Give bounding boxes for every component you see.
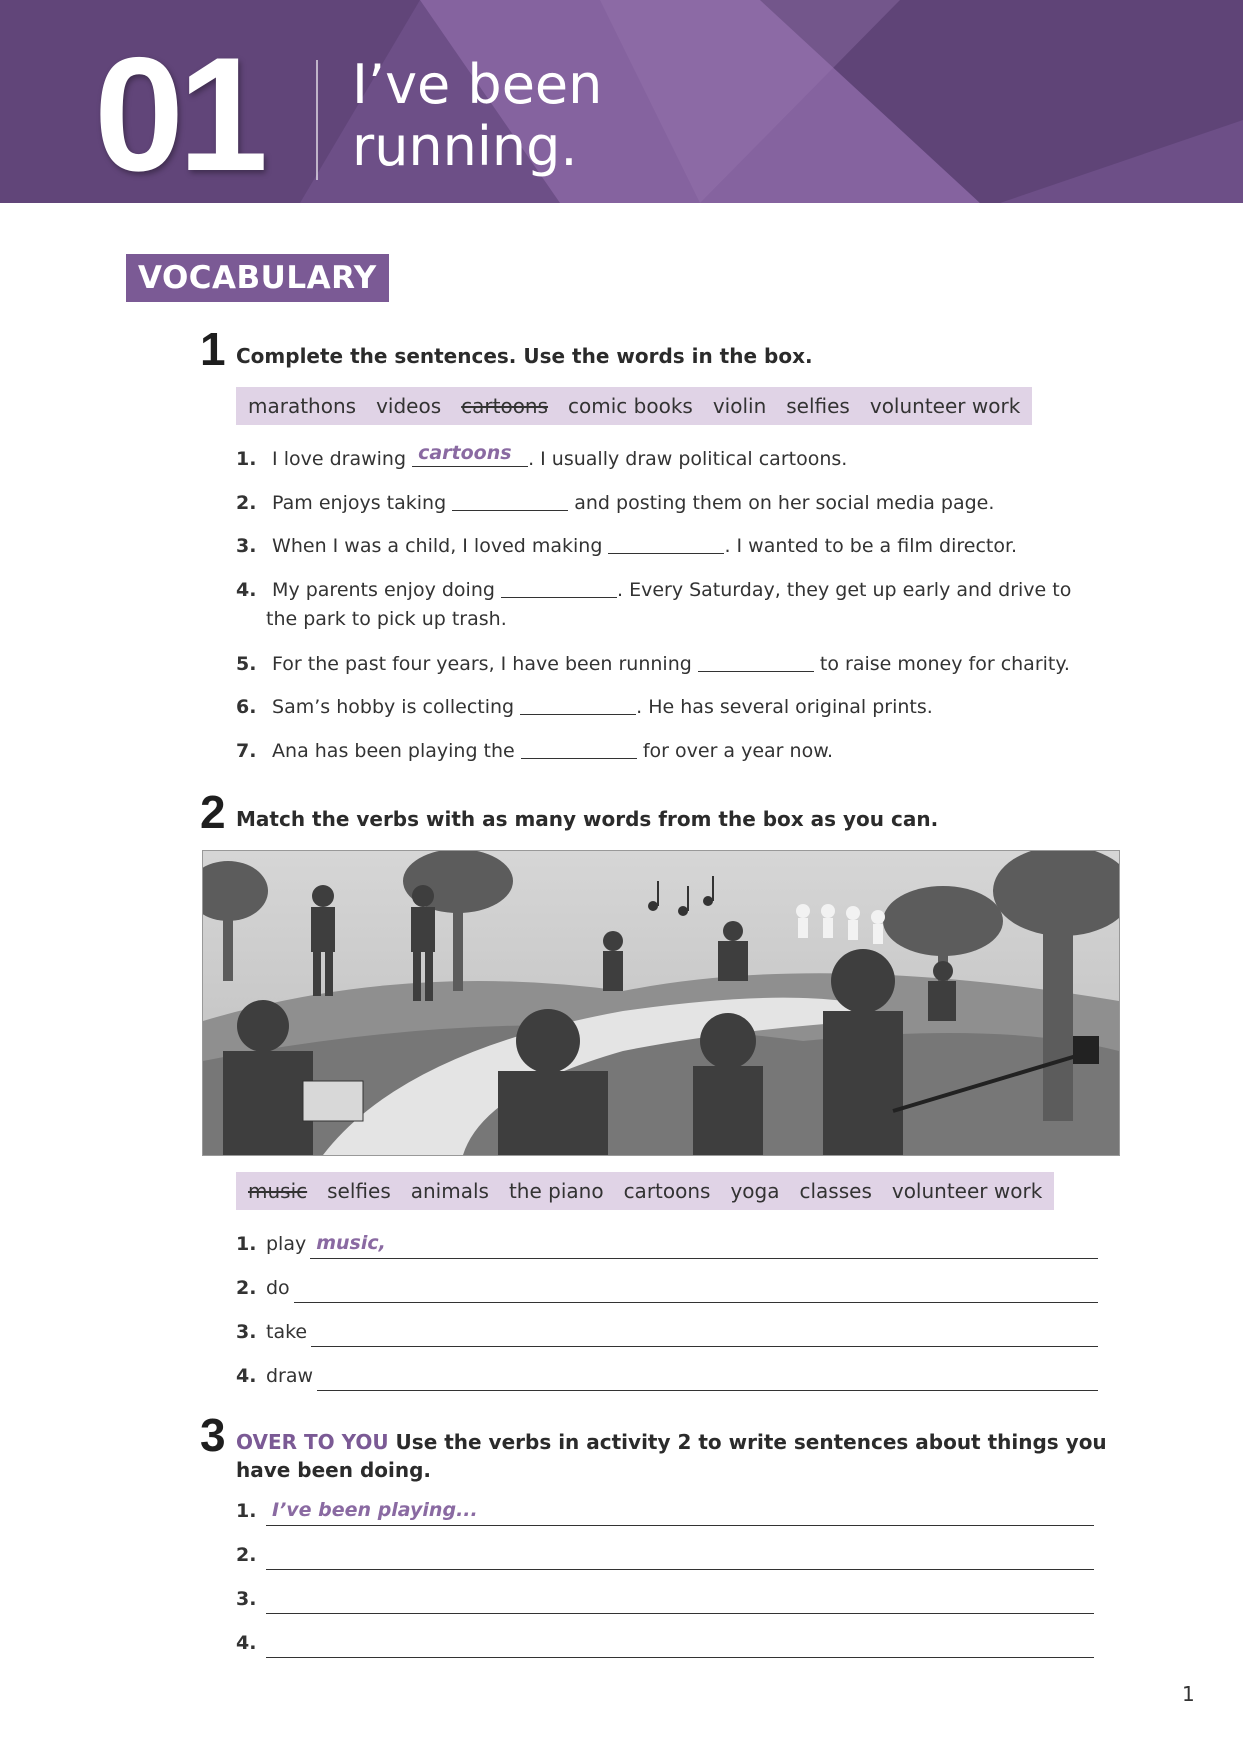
- answer-blank[interactable]: [521, 738, 637, 759]
- item-text-after: . I wanted to be a film director.: [724, 535, 1018, 557]
- activity-2-instruction: Match the verbs with as many words from the box as you can.: [236, 807, 939, 831]
- verb-label: draw: [266, 1365, 314, 1387]
- answer-line[interactable]: [317, 1366, 1098, 1391]
- exercise-item: [236, 444, 847, 474]
- word-box-item: animals: [410, 1179, 489, 1203]
- verb-label: do: [266, 1277, 290, 1299]
- item-text-before: My parents enjoy doing: [272, 579, 495, 601]
- item-text-after: . He has several original prints.: [636, 696, 933, 718]
- item-number: 2.: [236, 1277, 257, 1299]
- item-number: 3.: [236, 1588, 257, 1610]
- unit-title-line-1: I’ve been: [352, 53, 603, 116]
- item-text-before: For the past four years, I have been running: [272, 653, 692, 675]
- word-box-item: videos: [376, 394, 442, 418]
- item-number: 4.: [236, 1365, 257, 1387]
- item-number: 1.: [236, 1233, 257, 1255]
- word-box-item: yoga: [730, 1179, 780, 1203]
- answer-line[interactable]: [266, 1545, 1094, 1570]
- word-box-item: marathons: [248, 394, 357, 418]
- sentence-item: [236, 1540, 1094, 1570]
- word-box-item: the piano: [508, 1179, 604, 1203]
- handwritten-answer: music,: [316, 1232, 386, 1254]
- sentence-item: [236, 1496, 1094, 1526]
- word-box-item: violin: [712, 394, 767, 418]
- item-text-before: Pam enjoys taking: [272, 492, 447, 514]
- page-number: 1: [1182, 1682, 1195, 1706]
- word-box-item: comic books: [568, 394, 693, 418]
- verb-item: [236, 1273, 1098, 1303]
- item-number: 4.: [236, 1632, 257, 1654]
- sentence-item: [236, 1628, 1094, 1658]
- item-number: 3.: [236, 535, 257, 557]
- word-box-item: classes: [799, 1179, 872, 1203]
- item-text-after: and posting them on her social media page.: [574, 492, 995, 514]
- item-text-before: Ana has been playing the: [272, 740, 515, 762]
- item-text-after: . I usually draw political cartoons.: [528, 448, 848, 470]
- answer-line[interactable]: [310, 1234, 1098, 1259]
- item-text-after: to raise money for charity.: [819, 653, 1070, 675]
- item-number: 5.: [236, 653, 257, 675]
- word-box-item-struck: cartoons: [461, 394, 549, 418]
- activity-3-instruction: [236, 1428, 1107, 1484]
- sentence-item: [236, 1584, 1094, 1614]
- activity-2-word-box: [236, 1172, 1054, 1210]
- activity-3-instruction-line-1: Use the verbs in activity 2 to write sentences about things you: [388, 1430, 1107, 1454]
- verb-label: play: [266, 1233, 307, 1255]
- answer-blank[interactable]: [698, 651, 814, 672]
- exercise-item: [236, 488, 994, 518]
- word-box-item: volunteer work: [891, 1179, 1043, 1203]
- item-text-after: . Every Saturday, they get up early and drive to: [616, 579, 1072, 601]
- exercise-item: [236, 575, 1071, 605]
- answer-line[interactable]: [311, 1322, 1098, 1347]
- activity-1-number: 1: [200, 323, 226, 375]
- park-illustration: [202, 850, 1120, 1156]
- answer-blank[interactable]: [452, 490, 568, 511]
- item-number: 6.: [236, 696, 257, 718]
- item-number: 2.: [236, 1544, 257, 1566]
- verb-item: [236, 1317, 1098, 1347]
- activity-1-word-box: [236, 387, 1032, 425]
- word-box-item: cartoons: [623, 1179, 711, 1203]
- exercise-item: [236, 649, 1070, 679]
- unit-number: 01: [94, 24, 263, 203]
- item-text-before: I love drawing: [272, 448, 407, 470]
- item-number: 7.: [236, 740, 257, 762]
- verb-item: [236, 1361, 1098, 1391]
- item-number: 3.: [236, 1321, 257, 1343]
- activity-1-instruction: Complete the sentences. Use the words in the box.: [236, 344, 813, 368]
- item-text-before: Sam’s hobby is collecting: [272, 696, 515, 718]
- item-number: 1.: [236, 448, 257, 470]
- answer-line[interactable]: [294, 1278, 1098, 1303]
- section-label: VOCABULARY: [126, 254, 389, 302]
- header-divider: [316, 60, 318, 180]
- answer-line[interactable]: [266, 1589, 1094, 1614]
- answer-blank[interactable]: [412, 442, 528, 467]
- item-number: 1.: [236, 1500, 257, 1522]
- unit-title-line-2: running.: [352, 115, 578, 178]
- item-text-after: for over a year now.: [642, 740, 834, 762]
- item-text-before: When I was a child, I loved making: [272, 535, 603, 557]
- answer-blank[interactable]: [520, 694, 636, 715]
- item-number: 2.: [236, 492, 257, 514]
- word-box-item: selfies: [327, 1179, 391, 1203]
- activity-3-number: 3: [200, 1409, 226, 1461]
- over-to-you-label: OVER TO YOU: [236, 1430, 389, 1454]
- activity-2-number: 2: [200, 786, 226, 838]
- item-continuation: the park to pick up trash.: [266, 608, 507, 630]
- exercise-item: [236, 531, 1017, 561]
- word-box-item: selfies: [786, 394, 850, 418]
- handwritten-answer: I’ve been playing...: [272, 1499, 478, 1521]
- verb-label: take: [266, 1321, 308, 1343]
- word-box-item: volunteer work: [869, 394, 1021, 418]
- exercise-item: [236, 736, 833, 766]
- answer-line[interactable]: [266, 1633, 1094, 1658]
- item-number: 4.: [236, 579, 257, 601]
- answer-line[interactable]: [266, 1501, 1094, 1526]
- answer-blank[interactable]: [608, 533, 724, 554]
- verb-item: [236, 1229, 1098, 1259]
- unit-title: [352, 54, 602, 178]
- handwritten-answer: cartoons: [418, 442, 512, 464]
- unit-header: [0, 0, 1243, 203]
- exercise-item: [236, 692, 933, 722]
- answer-blank[interactable]: [501, 577, 617, 598]
- activity-3-instruction-line-2: have been doing.: [236, 1458, 432, 1482]
- word-box-item-struck: music: [248, 1179, 308, 1203]
